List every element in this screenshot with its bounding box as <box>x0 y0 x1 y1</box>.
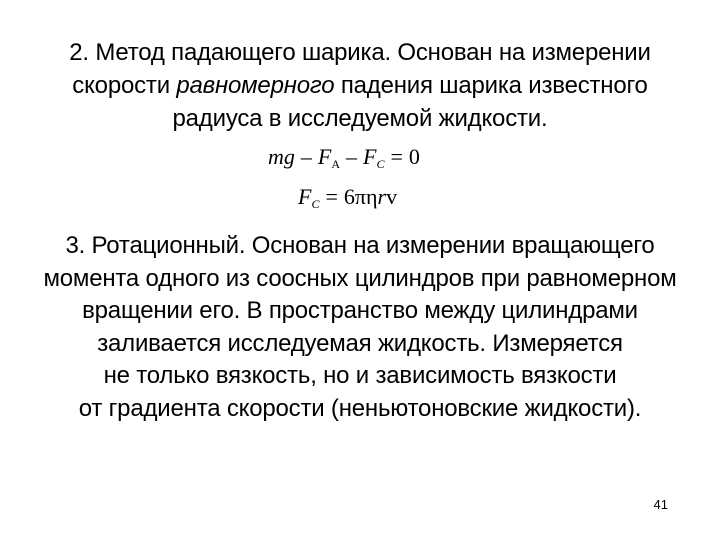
page-number: 41 <box>653 497 668 512</box>
paragraph-rotational-method <box>0 230 720 425</box>
formula1-m: m <box>268 144 284 169</box>
paragraph2-line2: момента одного из соосных цилиндров при равномерном <box>43 264 677 292</box>
formula-stokes-force <box>298 184 397 212</box>
formula1-sub2: C <box>376 157 385 171</box>
formula1-sub1: A <box>331 157 341 171</box>
paragraph2-line1: 3. Ротационный. Основан на измерении вращающего <box>65 232 655 259</box>
formula2-v: v <box>386 184 398 209</box>
paragraph1-line2 <box>0 69 720 102</box>
formula1-minus1: – <box>300 144 312 169</box>
paragraph2-line3: вращении его. В пространство между цилиндрами <box>82 297 638 324</box>
formula1-F1: F <box>317 144 332 169</box>
paragraph1-line3: радиуса в исследуемой жидкости. <box>172 105 548 132</box>
formula2-equals: = <box>325 184 338 209</box>
formula2-r: r <box>377 184 387 209</box>
formula2-coef: 6πη <box>343 184 378 209</box>
formula1-equals: = <box>390 144 403 169</box>
formula1-F2: F <box>363 144 377 169</box>
formula1-minus2: – <box>346 144 358 169</box>
paragraph1-emphasis: равномерного <box>176 72 335 99</box>
paragraph1-line2-start: скорости <box>72 72 177 99</box>
paragraph1-line1: 2. Метод падающего шарика. Основан на измерении <box>69 39 651 66</box>
paragraph-falling-ball-method <box>0 36 720 135</box>
paragraph2-line6: от градиента скорости (неньютоновские жидкости). <box>78 394 642 422</box>
formula1-zero: 0 <box>408 144 420 169</box>
formula2-sub: C <box>311 197 320 211</box>
formula-force-balance <box>268 144 420 172</box>
paragraph2-line5: не только вязкость, но и зависимость вязкости <box>103 362 617 389</box>
paragraph2-line4: заливается исследуемая жидкость. Измеряется <box>97 329 623 357</box>
paragraph1-line2-end: падения шарика известного <box>334 72 648 99</box>
formula2-F: F <box>298 184 312 209</box>
formula1-g: g <box>283 144 295 169</box>
